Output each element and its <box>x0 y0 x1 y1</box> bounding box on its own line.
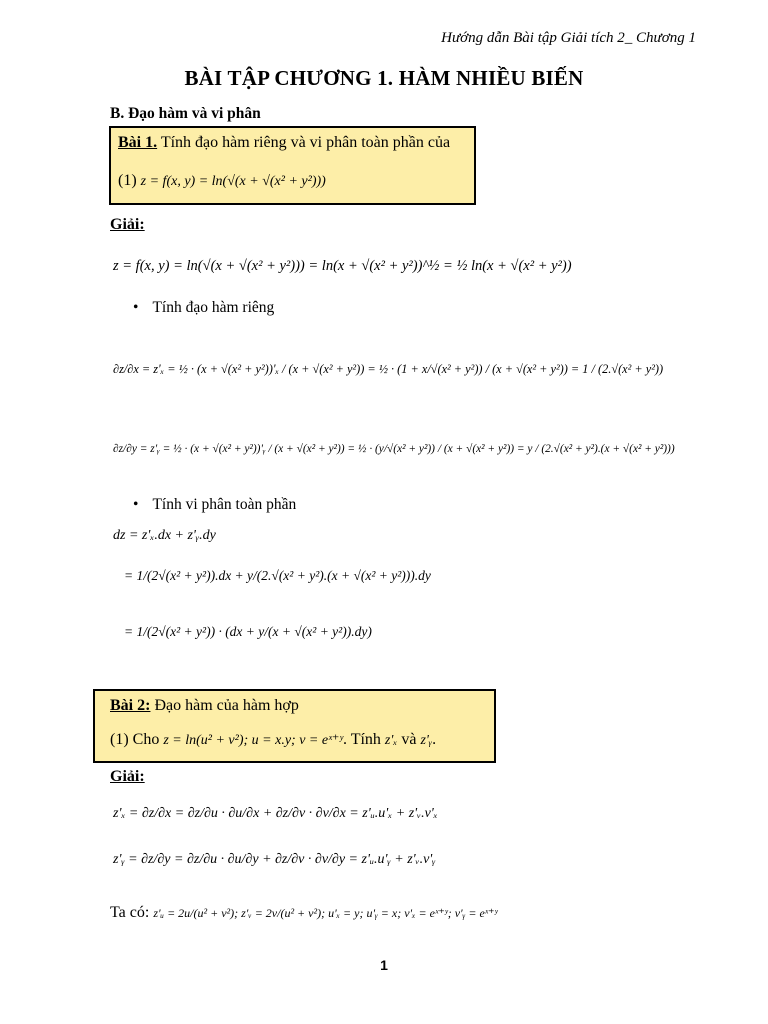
partial-x-formula: ∂z/∂x = z'ₓ = ½ · (x + √(x² + y²))'ₓ / (x + √(x² + y²)) = ½ · (1 + x/√(x² + y²)) / (x + √(x² + y²)) = 1 / (2.√(x² + y²)) <box>113 362 664 376</box>
exercise-1-label: Bài 1. <box>118 134 158 151</box>
page-number: 1 <box>380 957 388 973</box>
total-differential-3: = 1/(2√(x² + y²)) · (dx + y/(x + √(x² + y²)).dy) <box>124 624 372 639</box>
solution-2-label: Giải: <box>110 768 145 785</box>
exercise-2-zy: z'ᵧ <box>420 733 433 748</box>
bullet-partial-derivatives: • Tính đạo hàm riêng <box>133 299 274 317</box>
chain-rule-y: z'ᵧ = ∂z/∂y = ∂z/∂u · ∂u/∂y + ∂z/∂v · ∂v/∂y = z'ᵤ.u'ᵧ + z'ᵥ.v'ᵧ <box>113 852 436 867</box>
section-heading: B. Đạo hàm và vi phân <box>110 105 261 122</box>
given-derivatives <box>110 904 498 922</box>
page-header: Hướng dẫn Bài tập Giải tích 2_ Chương 1 <box>441 30 696 46</box>
chain-rule-x: z'ₓ = ∂z/∂x = ∂z/∂u · ∂u/∂x + ∂z/∂v · ∂v/∂x = z'ᵤ.u'ₓ + z'ᵥ.v'ₓ <box>113 806 438 821</box>
exercise-2-and: và <box>397 731 421 748</box>
total-differential-2: = 1/(2√(x² + y²)).dx + y/(2.√(x² + y²).(x + √(x² + y²))).dy <box>124 568 431 583</box>
exercise-1-item <box>118 172 326 190</box>
exercise-2-zx: z'ₓ <box>384 733 398 748</box>
exercise-1-formula: z = f(x, y) = ln(√(x + √(x² + y²))) <box>140 174 326 189</box>
page-title: BÀI TẬP CHƯƠNG 1. HÀM NHIỀU BIẾN <box>184 66 584 90</box>
partial-y-formula: ∂z/∂y = z'ᵧ = ½ · (x + √(x² + y²))'ᵧ / (x + √(x² + y²)) = ½ · (y/√(x² + y²)) / (x + √(x² + y²)) = y / (2.√(x² + y²).(x + √(x² + y²))) <box>113 443 675 455</box>
bullet-total-differential: • Tính vi phân toàn phần <box>133 496 296 514</box>
exercise-2-label: Bài 2: <box>110 697 151 714</box>
exercise-2-end: . <box>432 731 437 748</box>
exercise-1-item-prefix: (1) <box>118 172 141 189</box>
exercise-2-item <box>110 731 436 749</box>
solution-1-equation: z = f(x, y) = ln(√(x + √(x² + y²))) = ln(x + √(x² + y²))^½ = ½ ln(x + √(x² + y²)) <box>113 258 572 274</box>
given-derivatives-formula: z'ᵤ = 2u/(u² + v²); z'ᵥ = 2v/(u² + v²); u'ₓ = y; u'ᵧ = x; v'ₓ = eˣ⁺ʸ; v'ᵧ = eˣ⁺ʸ <box>153 906 498 920</box>
given-derivatives-label: Ta có: <box>110 904 154 921</box>
exercise-1-statement <box>118 134 450 152</box>
solution-1-label: Giải: <box>110 216 145 233</box>
exercise-1-text: Tính đạo hàm riêng và vi phân toàn phần của <box>157 134 451 151</box>
exercise-2-mid: . Tính <box>342 731 385 748</box>
total-differential-1: dz = z'ₓ.dx + z'ᵧ.dy <box>113 528 216 543</box>
exercise-2-text: Đạo hàm của hàm hợp <box>150 697 299 714</box>
exercise-2-statement <box>110 697 299 715</box>
exercise-2-formula: z = ln(u² + v²); u = x.y; v = eˣ⁺ʸ <box>163 733 343 748</box>
exercise-2-item-prefix: (1) Cho <box>110 731 164 748</box>
